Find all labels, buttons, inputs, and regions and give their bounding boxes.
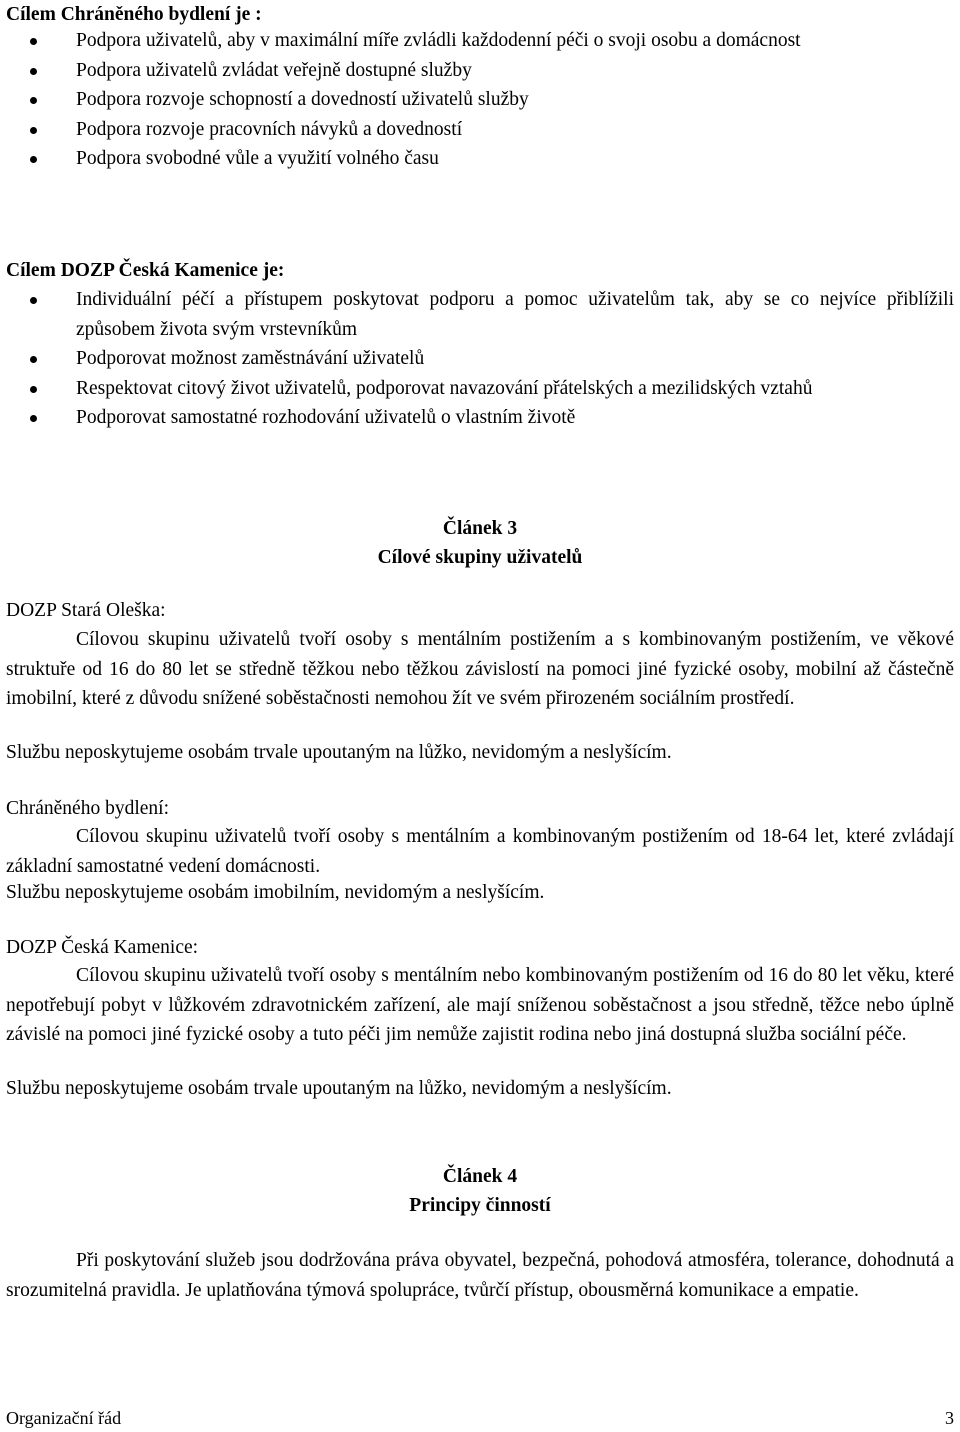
group-note-ceska-kamenice: Službu neposkytujeme osobám trvale upoutaným na lůžko, nevidomým a neslyšícím.	[6, 1078, 672, 1099]
list-item: Podpora uživatelů zvládat veřejně dostupné služby	[0, 56, 960, 86]
list-item: Individuální péčí a přístupem poskytovat podporu a pomoc uživatelům tak, aby se co nejvíce přiblížili způsobem života svým vrstevníkům	[0, 285, 960, 344]
section2-heading: Cílem DOZP Česká Kamenice je:	[6, 260, 285, 281]
list-item: Podporovat samostatné rozhodování uživatelů o vlastním životě	[0, 403, 960, 433]
article3-number: Článek 3	[442, 518, 518, 539]
footer-document-title: Organizační řád	[6, 1408, 122, 1428]
group-heading-ceska-kamenice: DOZP Česká Kamenice:	[6, 937, 199, 958]
article4-number: Článek 4	[442, 1166, 518, 1187]
list-item: Podpora rozvoje pracovních návyků a dovedností	[0, 115, 960, 145]
group-heading-stara-oleska: DOZP Stará Oleška:	[6, 600, 166, 621]
group-note-chranene-bydleni: Službu neposkytujeme osobám imobilním, nevidomým a neslyšícím.	[6, 882, 545, 903]
list-item: Podpora uživatelů, aby v maximální míře zvládli každodenní péči o svoji osobu a domácnost	[0, 26, 960, 56]
group-text-chranene-bydleni: Cílovou skupinu uživatelů tvoří osoby s mentálním a kombinovaným postižením od 18-64 let, které zvládají základní samostatné vedení domácnosti.	[6, 826, 954, 877]
article4-text: Při poskytování služeb jsou dodržována práva obyvatel, bezpečná, pohodová atmosféra, tolerance, dohodnutá a srozumitelná pravidla. Je uplatňována týmová spolupráce, tvůrčí přístup, obousměrná komunikace a empatie.	[6, 1250, 954, 1301]
group-heading-chranene-bydleni: Chráněného bydlení:	[6, 798, 169, 819]
list-item: Respektovat citový život uživatelů, podporovat navazování přátelských a mezilidských vztahů	[0, 374, 960, 404]
list-item: Podporovat možnost zaměstnávání uživatelů	[0, 344, 960, 374]
article3-title: Cílové skupiny uživatelů	[377, 547, 583, 568]
list-item: Podpora svobodné vůle a využití volného času	[0, 144, 960, 174]
article4-title: Principy činností	[409, 1195, 551, 1216]
footer-page-number: 3	[945, 1408, 954, 1428]
list-item: Podpora rozvoje schopností a dovedností uživatelů služby	[0, 85, 960, 115]
section1-list	[0, 26, 960, 174]
page-footer	[6, 1406, 954, 1430]
group-note-stara-oleska: Službu neposkytujeme osobám trvale upoutaným na lůžko, nevidomým a neslyšícím.	[6, 742, 672, 763]
section1-heading: Cílem Chráněného bydlení je :	[6, 4, 262, 25]
group-text-ceska-kamenice: Cílovou skupinu uživatelů tvoří osoby s mentálním nebo kombinovaným postižením od 16 do 80 let věku, které nepotřebují pobyt v lůžkovém zdravotnickém zařízení, ale mají sníženou soběstačnost a jsou středně, těžce nebo úplně závislé na pomoci jiné fyzické osoby a tuto péči jim nemůže zajistit rodina nebo jiná dostupná služba sociální péče.	[6, 965, 954, 1045]
group-text-stara-oleska: Cílovou skupinu uživatelů tvoří osoby s mentálním postižením a s kombinovaným postižením, ve věkové struktuře od 16 do 80 let se středně těžkou nebo těžkou závislostí na pomoci jiné fyzické osoby, mobilní až částečně imobilní, které z důvodu snížené soběstačnosti nemohou žít ve svém přirozeném sociálním prostředí.	[6, 629, 954, 709]
section2-list	[0, 285, 960, 433]
